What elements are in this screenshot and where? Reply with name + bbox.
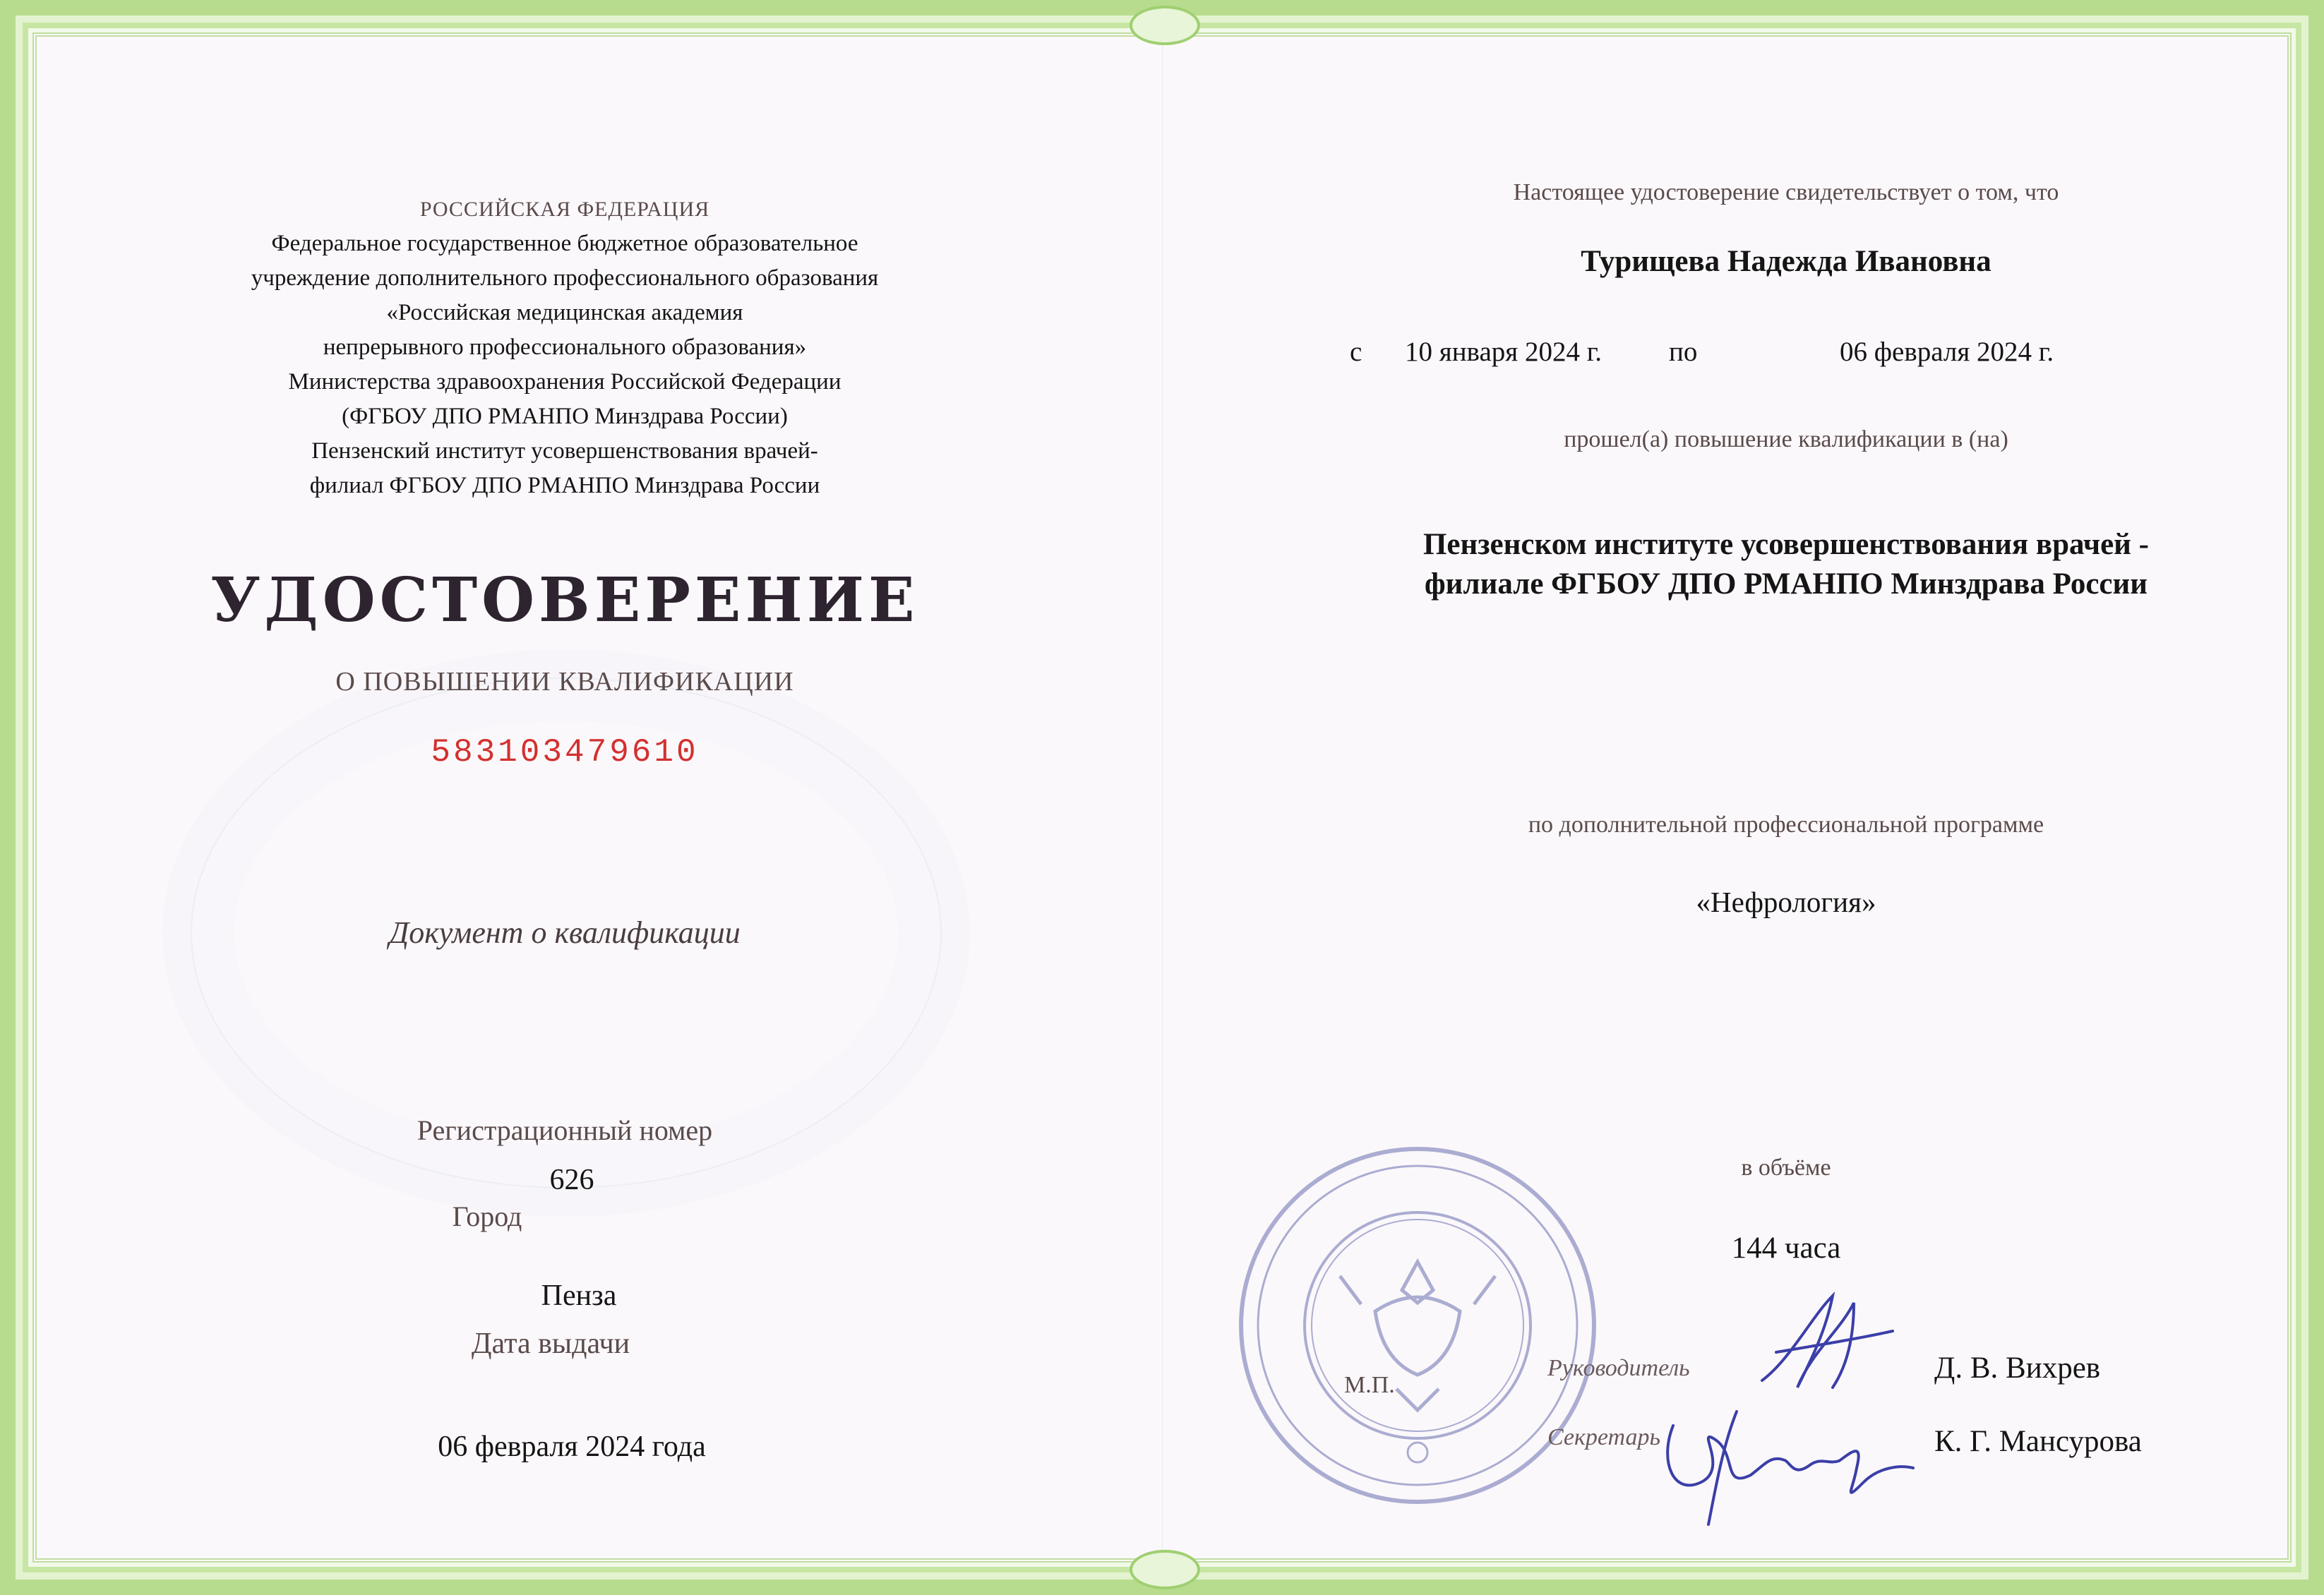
institution-line: Пензенском институте усовершенствования врачей -: [1422, 528, 2150, 561]
issuer-line: Пензенский институт усовершенствования врачей-: [311, 438, 818, 464]
issue-date-label: Дата выдачи: [471, 1328, 630, 1360]
issuer-line: «Российская медицинская академия: [386, 300, 743, 325]
period-to-word: по: [1669, 337, 1698, 367]
issuer-line: учреждение дополнительного профессионального образования: [251, 265, 879, 291]
issuer-line: Федеральное государственное бюджетное образовательное: [271, 231, 858, 256]
secretary-signature-icon: [1652, 1397, 1920, 1531]
issue-date: 06 февраля 2024 года: [438, 1431, 706, 1463]
period-start-date: 10 января 2024 г.: [1405, 337, 1603, 367]
serial-number: 583103479610: [431, 734, 699, 771]
document-title: УДОСТОВЕРЕНИЕ: [210, 565, 919, 636]
city-value: Пенза: [541, 1280, 617, 1312]
city-label: Город: [452, 1200, 522, 1232]
program-name: «Нефрология»: [1696, 886, 1876, 918]
holder-name: Турищева Надежда Ивановна: [1581, 245, 1991, 278]
issuer-block: [106, 192, 1024, 503]
program-label: по дополнительной профессиональной программе: [1528, 812, 2044, 838]
period-end-date: 06 февраля 2024 г.: [1840, 337, 2054, 367]
official-stamp-icon: [1234, 1142, 1601, 1509]
volume-label: в объёме: [1741, 1155, 1831, 1181]
secretary-name: К. Г. Мансурова: [1934, 1425, 2142, 1458]
institution-line: филиале ФГБОУ ДПО РМАНПО Минздрава России: [1424, 567, 2148, 601]
period-from-word: с: [1350, 337, 1362, 367]
country-name: РОССИЙСКАЯ ФЕДЕРАЦИЯ: [419, 198, 710, 221]
volume-hours: 144 часа: [1731, 1232, 1841, 1265]
issuer-line: (ФГБОУ ДПО РМАНПО Минздрава России): [342, 404, 788, 429]
head-role-label: Руководитель: [1547, 1355, 1690, 1381]
border-ornament-top: [1130, 6, 1200, 45]
passed-text: прошел(а) повышение квалификации в (на): [1564, 426, 2008, 452]
issuer-line: филиал ФГБОУ ДПО РМАНПО Минздрава России: [309, 473, 820, 498]
registration-label: Регистрационный номер: [417, 1114, 713, 1146]
institution-name: [1285, 525, 2287, 604]
seal-place-label: М.П.: [1344, 1372, 1395, 1398]
head-name: Д. В. Вихрев: [1934, 1352, 2101, 1385]
document-subtitle: О ПОВЫШЕНИИ КВАЛИФИКАЦИИ: [335, 667, 794, 697]
registration-number: 626: [549, 1164, 594, 1196]
head-signature-icon: [1748, 1289, 1896, 1395]
page-fold: [1162, 42, 1163, 1553]
issuer-line: Министерства здравоохранения Российской Федерации: [288, 369, 841, 395]
document-type: Документ о квалификации: [389, 915, 741, 950]
issuer-line: непрерывного профессионального образования»: [323, 335, 807, 360]
border-ornament-bottom: [1130, 1550, 1200, 1589]
secretary-role-label: Секретарь: [1547, 1424, 1660, 1450]
certifies-text: Настоящее удостоверение свидетельствует о том, что: [1513, 179, 2059, 205]
